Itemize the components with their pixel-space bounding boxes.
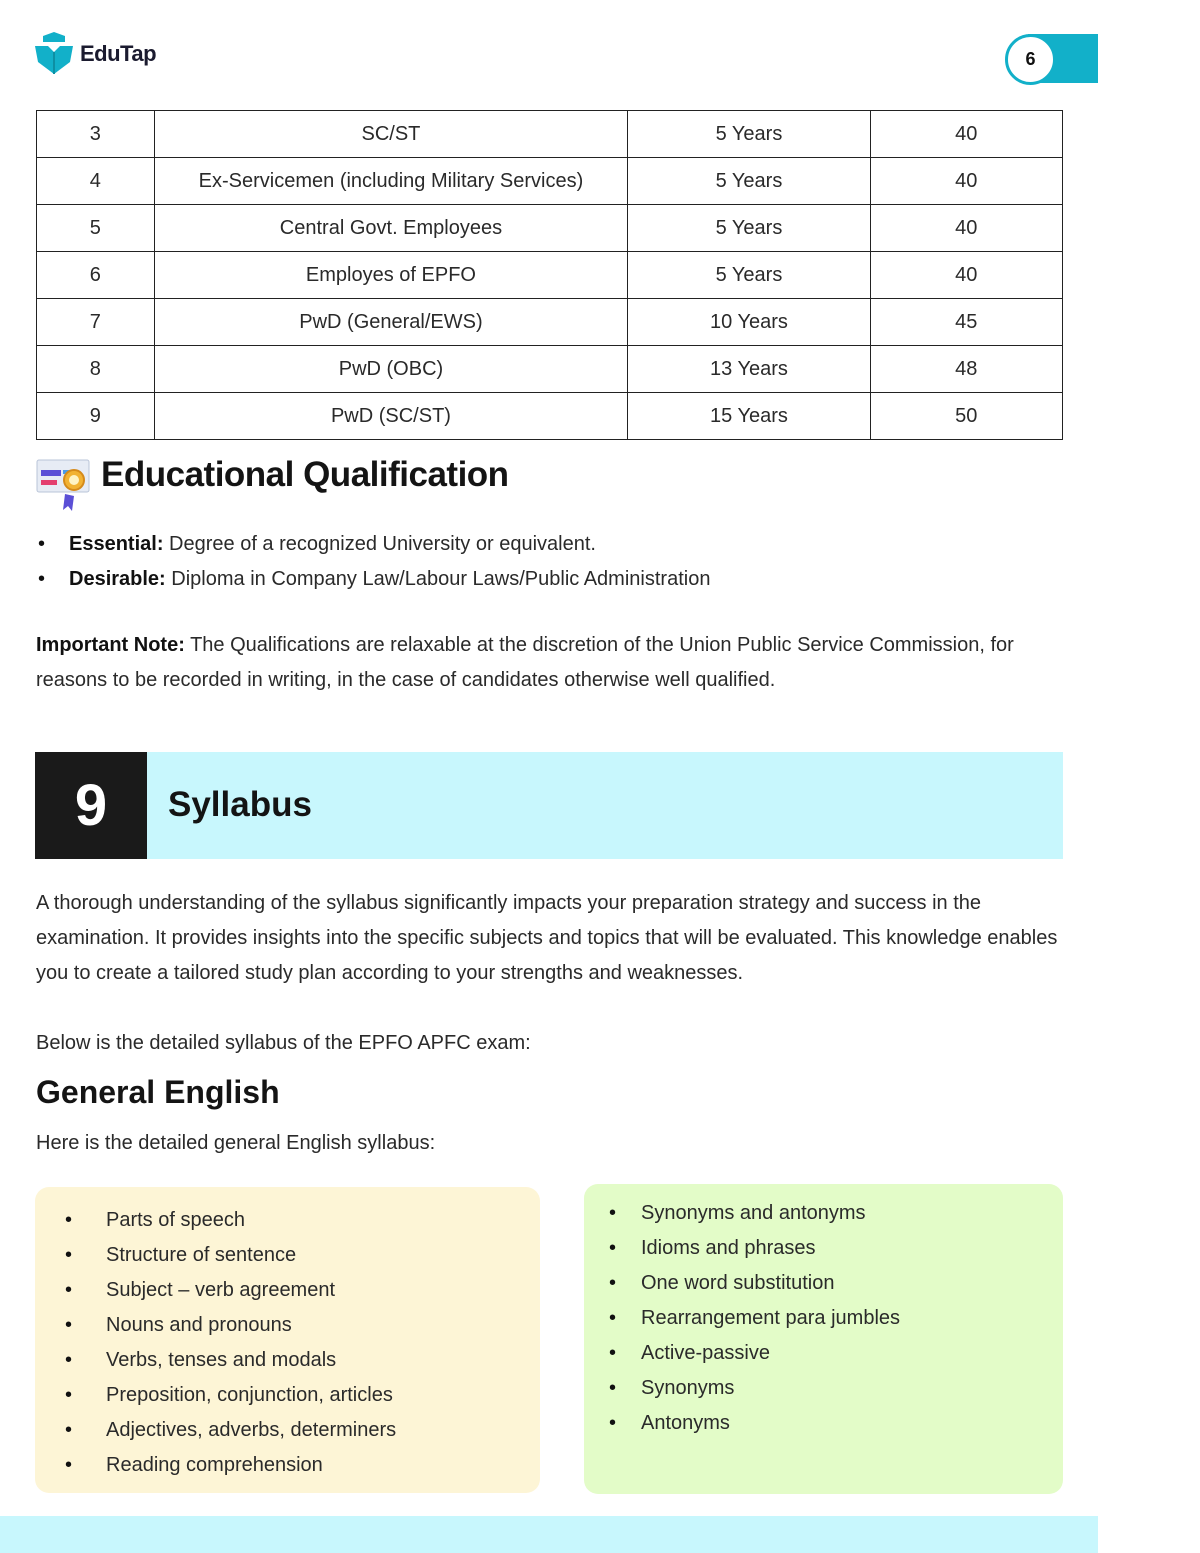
list-item: • One word substitution	[606, 1266, 900, 1301]
table-cell: 7	[37, 299, 155, 346]
syllabus-intro: A thorough understanding of the syllabus significantly impacts your preparation strategy and success in the examination. It provides insights into the specific subjects and topics that will be evaluated. This knowledge enables you to create a tailored study plan according to your strengths and weaknesses.	[36, 892, 1058, 984]
certificate-icon	[35, 456, 91, 512]
page-number: 6	[1005, 34, 1056, 85]
table-row	[37, 393, 1063, 440]
table-row	[37, 252, 1063, 299]
list-item: • Active-passive	[606, 1336, 900, 1371]
list-item: • Synonyms and antonyms	[606, 1196, 900, 1231]
important-note-label: Important Note:	[36, 634, 185, 656]
syllabus-list-left	[62, 1203, 396, 1483]
essential-text: Degree of a recognized University or equivalent.	[163, 533, 596, 555]
list-item: • Reading comprehension	[62, 1448, 396, 1483]
list-item: • Synonyms	[606, 1371, 900, 1406]
table-cell: PwD (General/EWS)	[154, 299, 628, 346]
list-item: • Parts of speech	[62, 1203, 396, 1238]
age-relaxation-table	[36, 110, 1063, 440]
important-note-text: The Qualifications are relaxable at the discretion of the Union Public Service Commission, for reasons to be recorded in writing, in the case of candidates otherwise well qualified.	[36, 634, 1014, 691]
education-title: Educational Qualification	[101, 455, 509, 494]
table-cell: 10 Years	[628, 299, 870, 346]
table-cell: 48	[870, 346, 1062, 393]
table-row	[37, 346, 1063, 393]
list-item: • Idioms and phrases	[606, 1231, 900, 1266]
table-row	[37, 299, 1063, 346]
table-cell: 5 Years	[628, 205, 870, 252]
table-cell: PwD (OBC)	[154, 346, 628, 393]
list-item: • Nouns and pronouns	[62, 1308, 396, 1343]
syllabus-box-left	[35, 1187, 540, 1493]
table-cell: 40	[870, 205, 1062, 252]
essential-label: Essential:	[69, 533, 164, 555]
table-cell: Employes of EPFO	[154, 252, 628, 299]
table-cell: 5 Years	[628, 252, 870, 299]
edutap-logo	[34, 32, 156, 76]
table-cell: 8	[37, 346, 155, 393]
table-cell: 45	[870, 299, 1062, 346]
education-item-desirable	[36, 562, 710, 597]
table-cell: 9	[37, 393, 155, 440]
table-cell: 40	[870, 158, 1062, 205]
list-item: • Antonyms	[606, 1406, 900, 1441]
list-item: • Rearrangement para jumbles	[606, 1301, 900, 1336]
table-cell: PwD (SC/ST)	[154, 393, 628, 440]
important-note	[36, 628, 1066, 698]
syllabus-box-right	[584, 1184, 1063, 1494]
list-item: • Structure of sentence	[62, 1238, 396, 1273]
table-cell: 6	[37, 252, 155, 299]
table-cell: 5 Years	[628, 111, 870, 158]
list-item: • Verbs, tenses and modals	[62, 1343, 396, 1378]
desirable-text: Diploma in Company Law/Labour Laws/Public Administration	[165, 568, 711, 590]
syllabus-list-right	[606, 1196, 900, 1441]
general-english-title: General English	[36, 1074, 280, 1110]
table-cell: 5	[37, 205, 155, 252]
section-number: 9	[35, 752, 147, 859]
table-row	[37, 158, 1063, 205]
table-row	[37, 205, 1063, 252]
table-cell: 4	[37, 158, 155, 205]
education-item-essential	[36, 527, 710, 562]
brand-name: EduTap	[80, 41, 157, 66]
table-cell: 3	[37, 111, 155, 158]
table-cell: Ex-Servicemen (including Military Services)	[154, 158, 628, 205]
list-item: • Preposition, conjunction, articles	[62, 1378, 396, 1413]
list-item: • Subject – verb agreement	[62, 1273, 396, 1308]
table-cell: 13 Years	[628, 346, 870, 393]
table-cell: SC/ST	[154, 111, 628, 158]
table-cell: 40	[870, 111, 1062, 158]
table-row	[37, 111, 1063, 158]
desirable-label: Desirable:	[69, 568, 166, 590]
table-cell: 15 Years	[628, 393, 870, 440]
syllabus-title: Syllabus	[168, 785, 312, 824]
footer-bar	[0, 1516, 1098, 1553]
general-english-intro: Here is the detailed general English syllabus:	[36, 1132, 436, 1154]
table-cell: 50	[870, 393, 1062, 440]
table-cell: 40	[870, 252, 1062, 299]
syllabus-below-text: Below is the detailed syllabus of the EPFO APFC exam:	[36, 1032, 531, 1054]
list-item: • Adjectives, adverbs, determiners	[62, 1413, 396, 1448]
table-cell: 5 Years	[628, 158, 870, 205]
table-cell: Central Govt. Employees	[154, 205, 628, 252]
education-list	[36, 527, 710, 597]
edutap-logo-icon	[34, 32, 74, 76]
